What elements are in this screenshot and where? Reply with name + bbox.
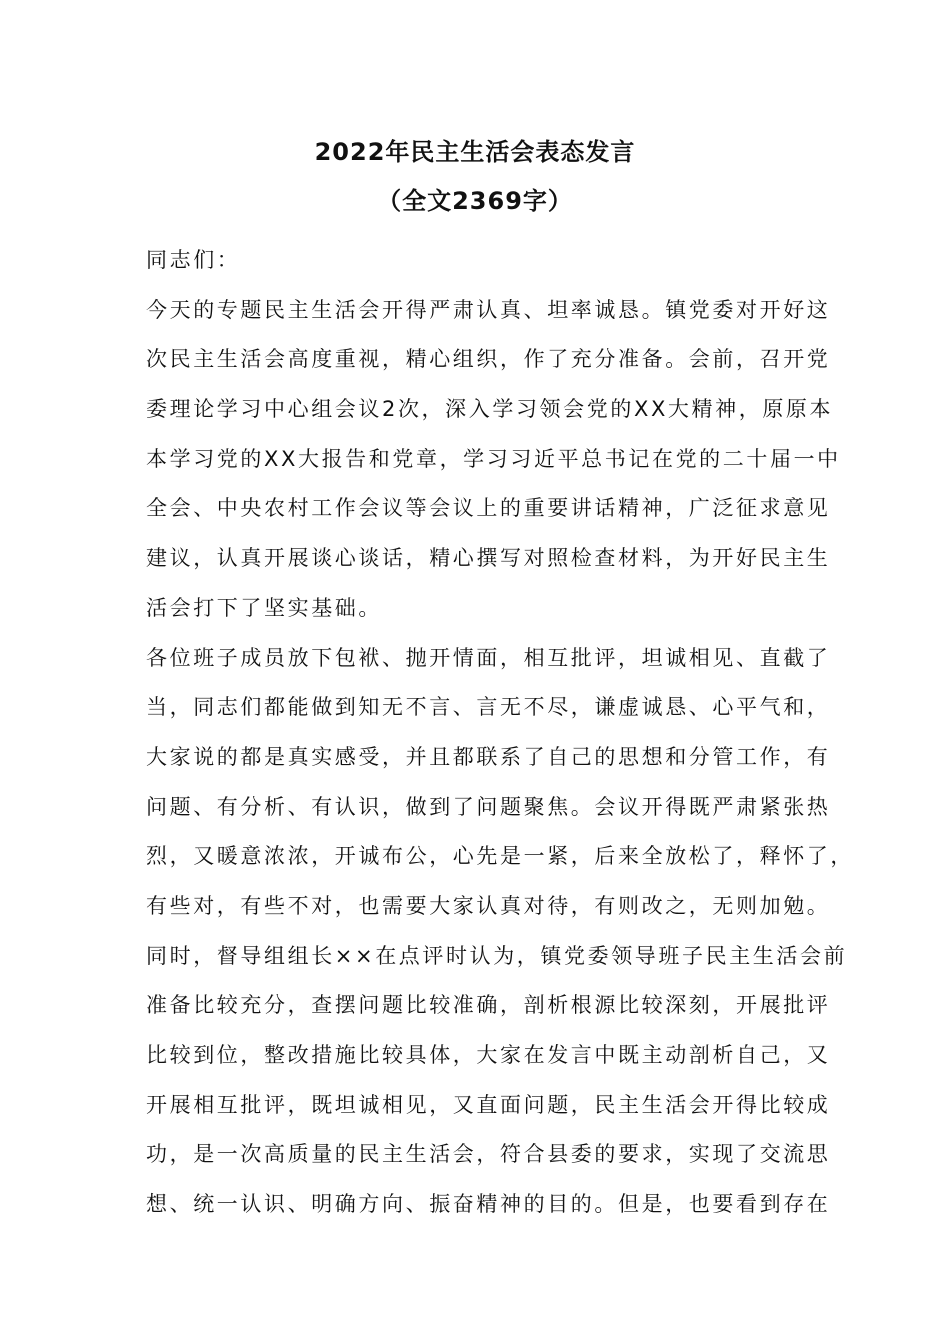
body-line: 活会打下了坚实基础。	[146, 595, 382, 620]
body-line: 功，是一次高质量的民主生活会，符合县委的要求，实现了交流思	[146, 1142, 831, 1167]
document-body	[146, 236, 854, 1230]
body-line: 有些对，有些不对，也需要大家认真对待，有则改之，无则加勉。	[146, 893, 831, 918]
body-line: 大家说的都是真实感受，并且都联系了自己的思想和分管工作，有	[146, 744, 831, 769]
body-line: 次民主生活会高度重视，精心组织，作了充分准备。会前，召开党	[146, 347, 831, 372]
body-line: 当，同志们都能做到知无不言、言无不尽，谦虚诚恳、心平气和，	[146, 695, 831, 720]
body-line: 各位班子成员放下包袱、抛开情面，相互批评，坦诚相见、直截了	[146, 645, 831, 670]
body-line: 烈，又暖意浓浓，开诚布公，心先是一紧，后来全放松了，释怀了，	[146, 844, 854, 869]
body-line: 同志们：	[146, 248, 241, 272]
body-line: 全会、中央农村工作会议等会议上的重要讲话精神，广泛征求意见	[146, 496, 831, 521]
body-line: 本学习党的XX大报告和党章，学习习近平总书记在党的二十届一中	[146, 446, 841, 471]
body-line: 问题、有分析、有认识，做到了问题聚焦。会议开得既严肃紧张热	[146, 794, 831, 819]
body-line: 今天的专题民主生活会开得严肃认真、坦率诚恳。镇党委对开好这	[146, 297, 831, 322]
body-line: 开展相互批评，既坦诚相见，又直面问题，民主生活会开得比较成	[146, 1092, 831, 1117]
body-line: 同时，督导组组长××在点评时认为，镇党委领导班子民主生活会前	[146, 943, 848, 968]
body-line: 委理论学习中心组会议2次，深入学习领会党的XX大精神，原原本	[146, 397, 834, 422]
body-line: 想、统一认识、明确方向、振奋精神的目的。但是，也要看到存在	[146, 1192, 831, 1217]
document-title: 2022年民主生活会表态发言	[314, 138, 636, 166]
document-subtitle: （全文2369字）	[377, 187, 573, 215]
body-line: 比较到位，整改措施比较具体，大家在发言中既主动剖析自己，又	[146, 1043, 831, 1067]
body-line: 准备比较充分，查摆问题比较准确，剖析根源比较深刻，开展批评	[146, 993, 831, 1018]
body-line: 建议，认真开展谈心谈话，精心撰写对照检查材料，为开好民主生	[146, 546, 831, 571]
